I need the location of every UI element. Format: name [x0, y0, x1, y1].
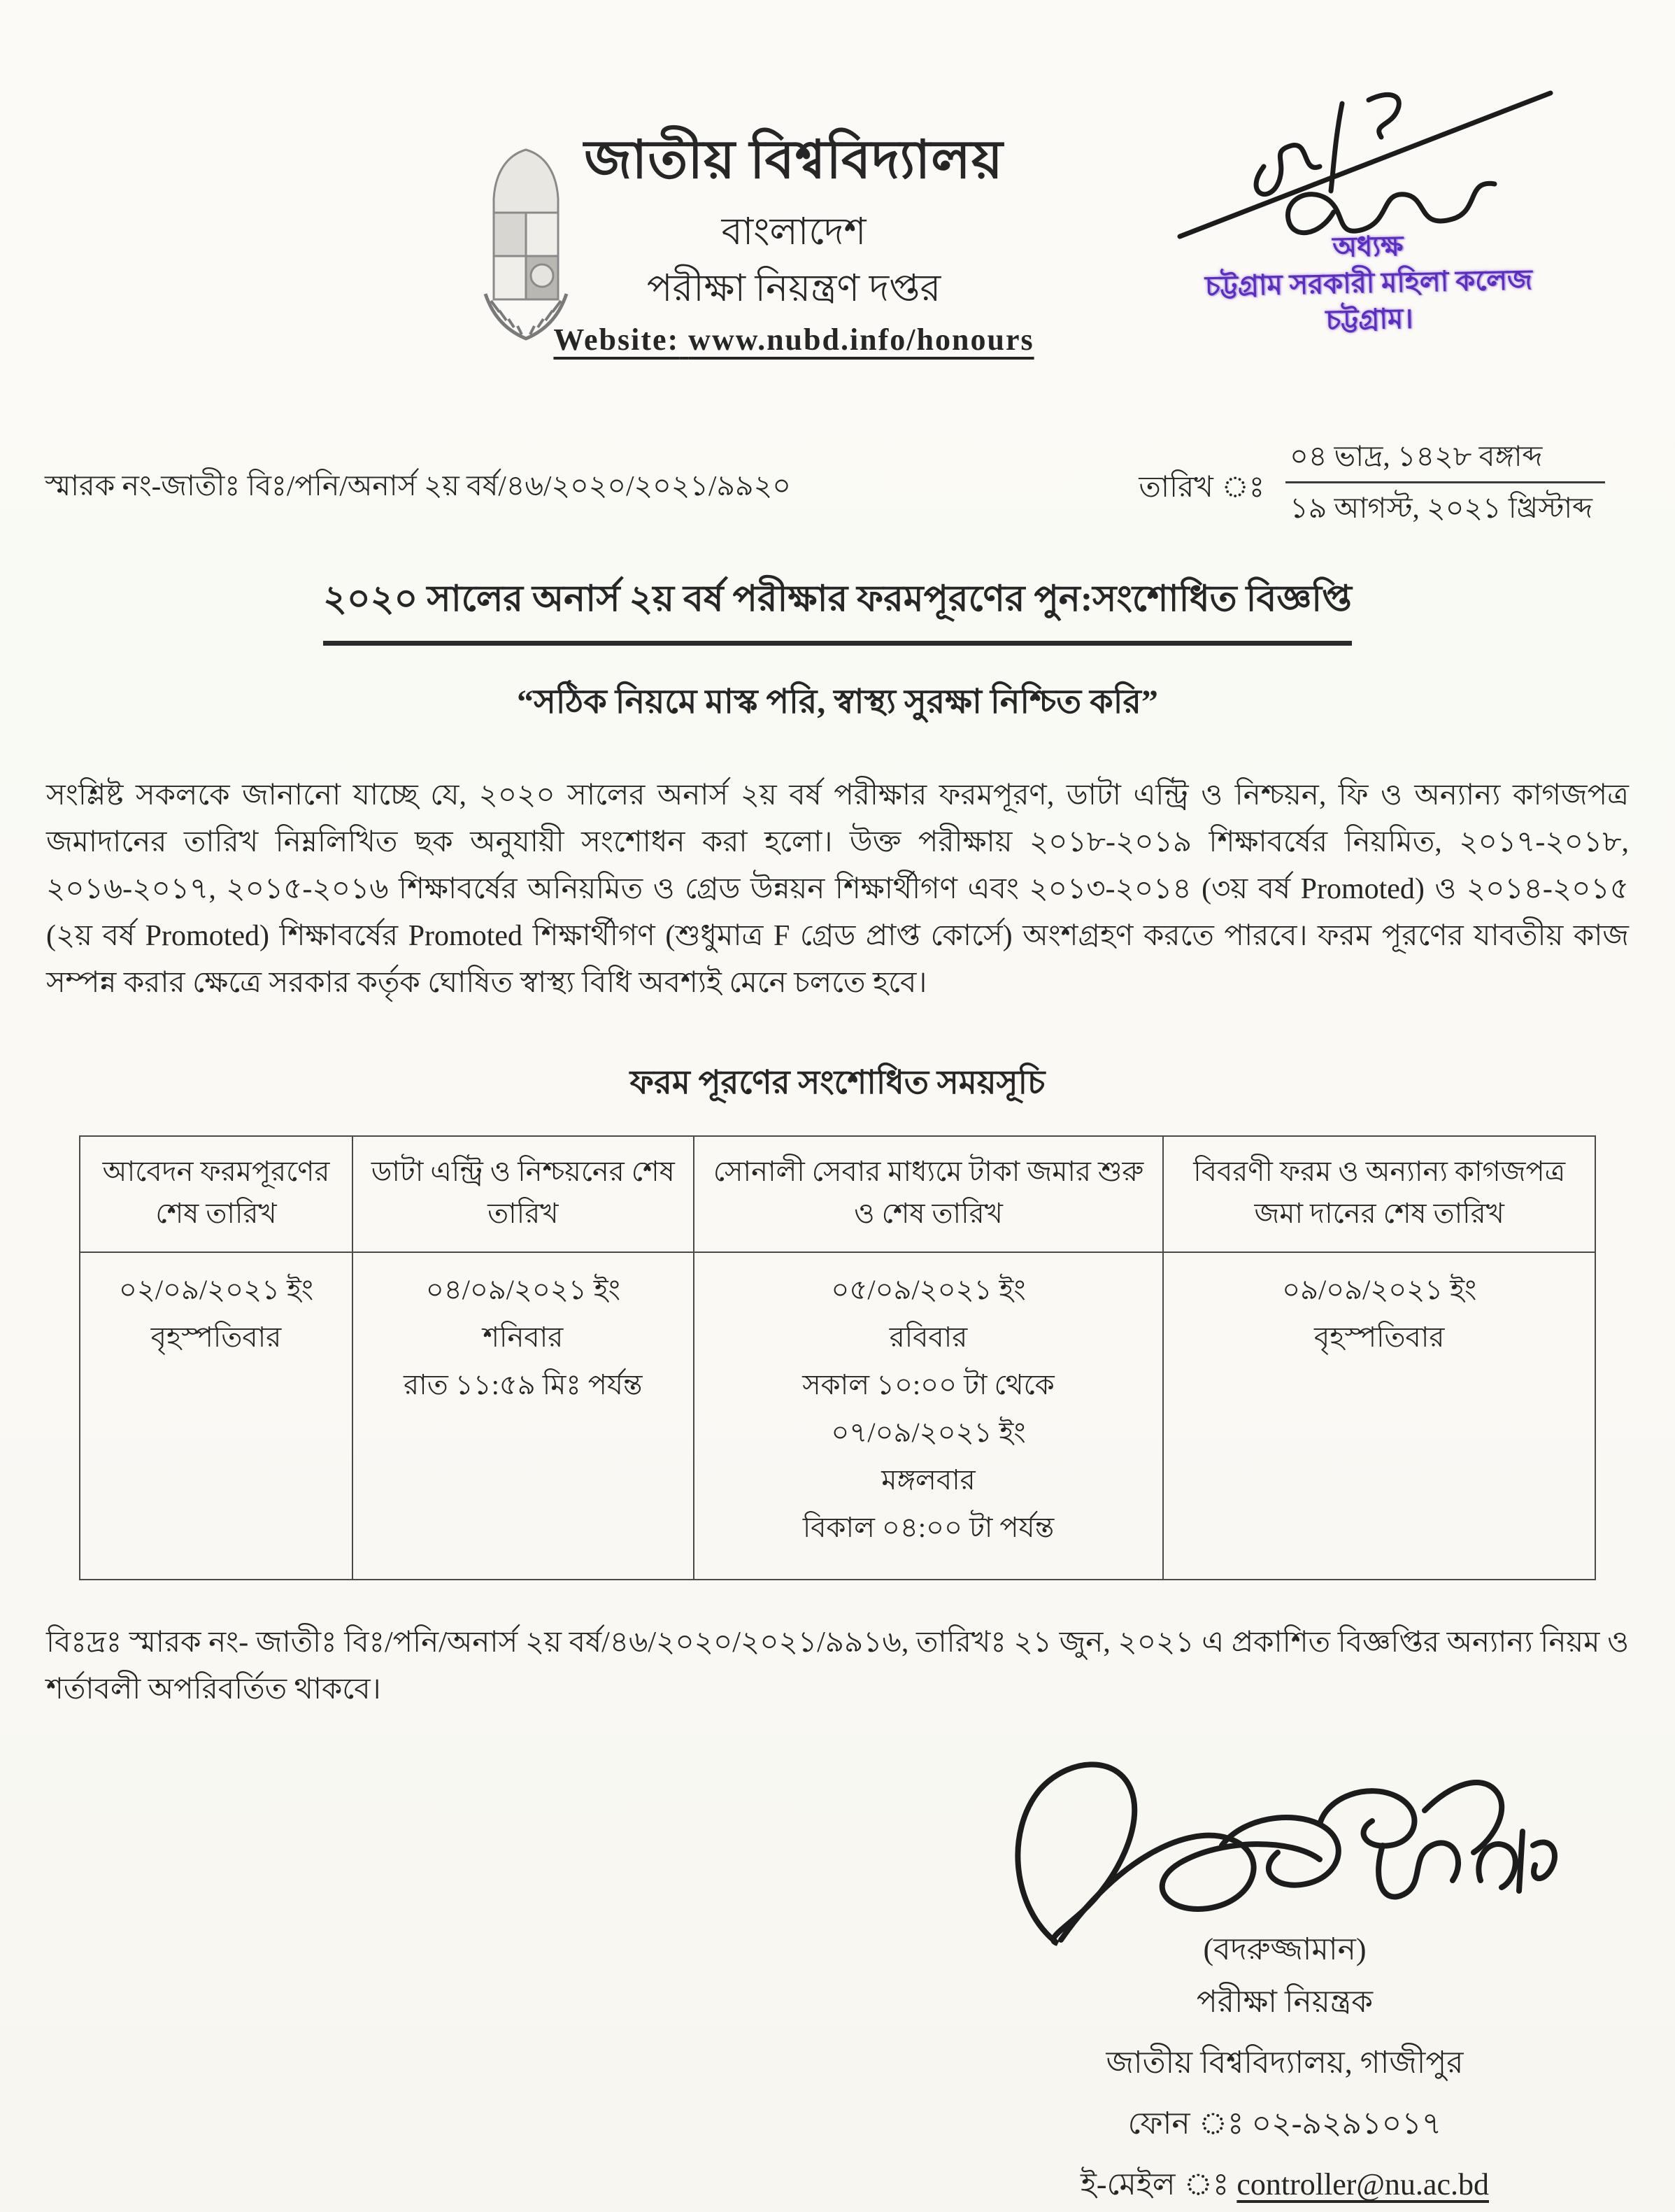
received-signature-stamp: [1145, 62, 1592, 338]
cell-documents-deadline: ০৯/০৯/২০২১ ইং বৃহস্পতিবার: [1163, 1252, 1595, 1580]
controller-signature-icon: [991, 1740, 1578, 1950]
column-header-payment-window: সোনালী সেবার মাধ্যমে টাকা জমার শুরু ও শেষ তারিখ: [694, 1136, 1164, 1252]
notice-title: ২০২০ সালের অনার্স ২য় বর্ষ পরীক্ষার ফরমপূরণের পুন:সংশোধিত বিজ্ঞপ্তি: [0, 570, 1675, 646]
notice-body: সংশ্লিষ্ট সকলকে জানানো যাচ্ছে যে, ২০২০ সালের অনার্স ২য় বর্ষ পরীক্ষার ফরমপূরণ, ডাটা এন্ট্রি ও নিশ্চয়ন, ফি ও অন্যান্য কাগজপত্র জমাদানের তারিখ নিম্নলিখিত ছক অনুযায়ী সংশোধন করা হলো। উক্ত পরীক্ষায় ২০১৮-২০১৯ শিক্ষাবর্ষের নিয়মিত, ২০১৭-২০১৮, ২০১৬-২০১৭, ২০১৫-২০১৬ শিক্ষাবর্ষের অনিয়মিত ও গ্রেড উন্নয়ন শিক্ষার্থীগণ এবং ২০১৩-২০১৪ (৩য় বর্ষ Promoted) ও ২০১৪-২০১৫ (২য় বর্ষ Promoted) শিক্ষাবর্ষের Promoted শিক্ষার্থীগণ (শুধুমাত্র F গ্রেড প্রাপ্ত কোর্সে) অংশগ্রহণ করতে পারবে। ফরম পূরণের যাবতীয় কাজ সম্পন্ন করার ক্ষেত্রে সরকার কর্তৃক ঘোষিত স্বাস্থ্য বিধি অবশ্যই মেনে চলতে হবে।: [46, 779, 1629, 1000]
date-label: তারিখ ঃ: [1139, 472, 1265, 504]
header-section: [0, 0, 1675, 402]
notice-slogan: “সঠিক নিয়মে মাস্ক পরি, স্বাস্থ্য সুরক্ষা নিশ্চিত করি”: [517, 683, 1158, 721]
column-header-application-deadline: আবেদন ফরমপূরণের শেষ তারিখ: [80, 1136, 352, 1252]
university-name: জাতীয় বিশ্ববিদ্যালয়: [584, 131, 1004, 190]
schedule-title: ফরম পূরণের সংশোধিত সময়সূচি: [629, 1065, 1046, 1102]
schedule-header-row: [80, 1136, 1595, 1252]
signature-block: [977, 1740, 1592, 2212]
phone-number: ০২-৯২৯১০১৭: [1251, 2106, 1442, 2141]
memo-date-row: [45, 439, 1605, 527]
signatory-phone: [977, 2100, 1592, 2151]
purple-office-stamp: [1143, 224, 1593, 342]
university-logo: [470, 146, 582, 341]
phone-label: ফোন ঃ: [1127, 2106, 1244, 2141]
office-name: পরীক্ষা নিয়ন্ত্রণ দপ্তর: [646, 267, 941, 309]
handwritten-signature-icon: [1159, 62, 1578, 250]
email-address: controller@nu.ac.bd: [1236, 2167, 1489, 2202]
website-label: Website:: [553, 322, 680, 357]
stamp-city: চট্টগ্রাম।: [1325, 302, 1413, 336]
date-gregorian: ১৯ আগস্ট, ২০২১ খ্রিস্টাব্দ: [1290, 492, 1592, 525]
date-block: [1139, 439, 1605, 527]
cell-application-deadline: ০২/০৯/২০২১ ইং বৃহস্পতিবার: [80, 1252, 352, 1580]
column-header-documents-deadline: বিবরণী ফরম ও অন্যান্য কাগজপত্র জমা দানের শেষ তারিখ: [1163, 1136, 1595, 1252]
stamp-college: চট্টগ্রাম সরকারী মহিলা কলেজ: [1204, 264, 1533, 302]
email-label: ই-মেইল ঃ: [1081, 2167, 1229, 2202]
schedule-table: [79, 1135, 1596, 1580]
signatory-organization: জাতীয় বিশ্ববিদ্যালয়, গাজীপুর: [1106, 2046, 1464, 2080]
footnote: বিঃদ্রঃ স্মারক নং- জাতীঃ বিঃ/পনি/অনার্স ২য় বর্ষ/৪৬/২০২০/২০২১/৯৯১৬, তারিখঃ ২১ জুন, ২০২১ এ প্রকাশিত বিজ্ঞপ্তির অন্যান্য নিয়ম ও শর্তাবলী অপরিবর্তিত থাকবে।: [46, 1626, 1629, 1706]
country-name: বাংলাদেশ: [721, 210, 867, 253]
schedule-data-row: [80, 1252, 1595, 1580]
cell-data-entry-deadline: ০৪/০৯/২০২১ ইং শনিবার রাত ১১:৫৯ মিঃ পর্যন্ত: [352, 1252, 694, 1580]
cell-payment-window: ০৫/০৯/২০২১ ইং রবিবার সকাল ১০:০০ টা থেকে ০৭/০৯/২০২১ ইং মঙ্গলবার বিকাল ০৪:০০ টা পর্যন্ত: [694, 1252, 1164, 1580]
signatory-designation: পরীক্ষা নিয়ন্ত্রক: [1196, 1985, 1374, 2020]
memo-number: স্মারক নং-জাতীঃ বিঃ/পনি/অনার্স ২য় বর্ষ/৪৬/২০২০/২০২১/৯৯২০: [45, 469, 791, 502]
date-values: [1285, 439, 1605, 527]
website-url: www.nubd.info/honours: [688, 322, 1034, 357]
column-header-data-entry-deadline: ডাটা এন্ট্রি ও নিশ্চয়নের শেষ তারিখ: [352, 1136, 694, 1252]
shield-logo-icon: [470, 146, 582, 341]
signature-area: [0, 1740, 1592, 2212]
date-bangla: ০৪ ভাদ্র, ১৪২৮ বঙ্গাব্দ: [1285, 439, 1605, 483]
signatory-email: [977, 2161, 1592, 2212]
stamp-designation: অধ্যক্ষ: [1332, 229, 1404, 264]
signatory-name: (বদরুজ্জামান): [1203, 1932, 1367, 1967]
